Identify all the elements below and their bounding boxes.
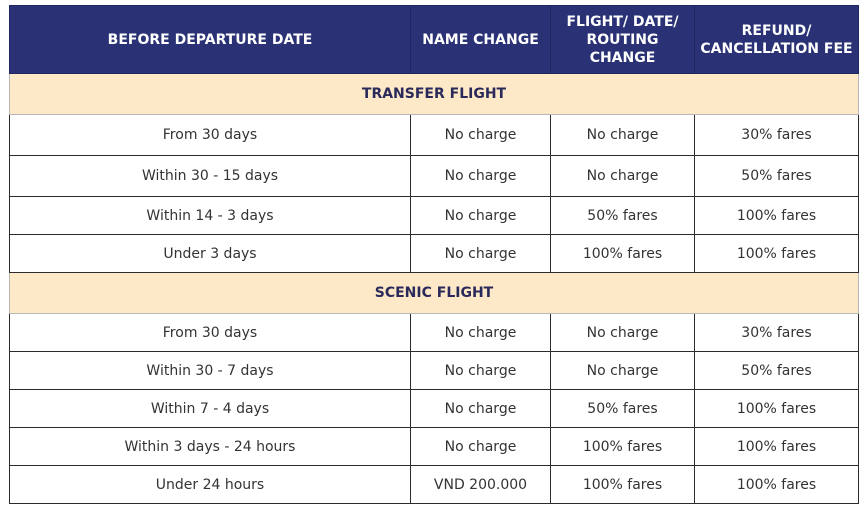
fee-table: [9, 5, 859, 504]
cell-name-change: No charge: [411, 156, 551, 197]
header-refund-line1: REFUND/: [741, 22, 812, 39]
cell-flight-change: No charge: [551, 156, 695, 197]
header-flight-change: [551, 6, 695, 74]
cell-refund: 30% fares: [695, 314, 859, 352]
cell-name-change: No charge: [411, 197, 551, 235]
cell-flight-change: No charge: [551, 115, 695, 156]
cell-refund: 100% fares: [695, 466, 859, 504]
header-flight-change-line2: ROUTING CHANGE: [586, 31, 659, 66]
cell-period: Within 14 - 3 days: [10, 197, 411, 235]
table-row: [10, 466, 859, 504]
cell-flight-change: 100% fares: [551, 466, 695, 504]
cell-refund: 100% fares: [695, 428, 859, 466]
header-row: [10, 6, 859, 74]
table-row: [10, 197, 859, 235]
cell-flight-change: No charge: [551, 314, 695, 352]
cell-refund: 50% fares: [695, 156, 859, 197]
cell-name-change: VND 200.000: [411, 466, 551, 504]
cell-period: From 30 days: [10, 115, 411, 156]
cell-period: Within 30 - 7 days: [10, 352, 411, 390]
cell-period: Under 3 days: [10, 235, 411, 273]
cell-flight-change: 50% fares: [551, 390, 695, 428]
table-row: [10, 156, 859, 197]
cell-refund: 30% fares: [695, 115, 859, 156]
cell-period: Within 3 days - 24 hours: [10, 428, 411, 466]
cell-refund: 50% fares: [695, 352, 859, 390]
cell-flight-change: No charge: [551, 352, 695, 390]
cell-name-change: No charge: [411, 390, 551, 428]
header-flight-change-line1: FLIGHT/ DATE/: [566, 13, 679, 30]
cell-refund: 100% fares: [695, 235, 859, 273]
header-refund: [695, 6, 859, 74]
cell-flight-change: 100% fares: [551, 428, 695, 466]
header-name-change: NAME CHANGE: [411, 6, 551, 74]
section-row-scenic: [10, 273, 859, 314]
cell-period: Under 24 hours: [10, 466, 411, 504]
cell-name-change: No charge: [411, 235, 551, 273]
table-row: [10, 314, 859, 352]
table-row: [10, 390, 859, 428]
table-row: [10, 428, 859, 466]
header-refund-line2: CANCELLATION FEE: [700, 40, 853, 57]
table-row: [10, 235, 859, 273]
cell-flight-change: 100% fares: [551, 235, 695, 273]
cell-period: From 30 days: [10, 314, 411, 352]
cell-refund: 100% fares: [695, 197, 859, 235]
table-row: [10, 115, 859, 156]
cell-name-change: No charge: [411, 314, 551, 352]
cell-name-change: No charge: [411, 115, 551, 156]
cell-period: Within 30 - 15 days: [10, 156, 411, 197]
cell-name-change: No charge: [411, 428, 551, 466]
header-before-departure: BEFORE DEPARTURE DATE: [10, 6, 411, 74]
cell-period: Within 7 - 4 days: [10, 390, 411, 428]
cell-refund: 100% fares: [695, 390, 859, 428]
section-title-scenic: SCENIC FLIGHT: [10, 273, 859, 314]
section-row-transfer: [10, 74, 859, 115]
cell-flight-change: 50% fares: [551, 197, 695, 235]
cell-name-change: No charge: [411, 352, 551, 390]
section-title-transfer: TRANSFER FLIGHT: [10, 74, 859, 115]
table-row: [10, 352, 859, 390]
